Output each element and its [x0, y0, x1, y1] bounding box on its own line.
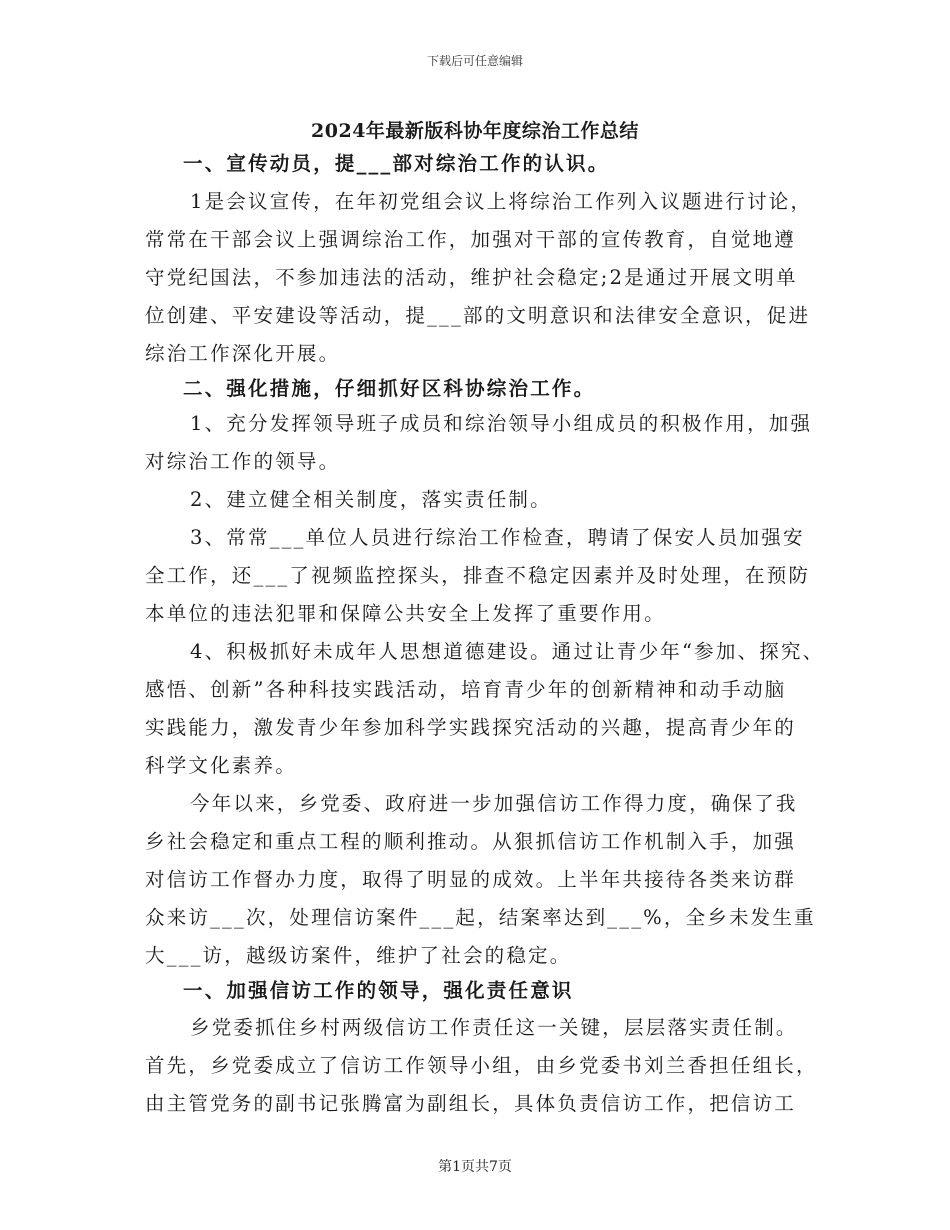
paragraph-line: 1是会议宣传，在年初党组会议上将综治工作列入议题进行讨论， — [190, 190, 813, 213]
paragraph-line: 首先，乡党委成立了信访工作领导小组，由乡党委书刘兰香担任组长， — [145, 1054, 818, 1077]
paragraph-line: 常常在干部会议上强调综治工作，加强对干部的宣传教育，自觉地遵 — [145, 228, 797, 251]
paragraph-line: 位创建、平安建设等活动，提___部的文明意识和法律安全意识，促进 — [145, 304, 811, 327]
header-note: 下载后可任意编辑 — [426, 54, 523, 68]
page-footer: 第1页共7页 — [438, 1159, 512, 1175]
paragraph-line: 众来访___次，处理信访案件___起，结案率达到___%，全乡未发生重 — [145, 906, 816, 929]
paragraph-line: 科学文化素养。 — [145, 754, 297, 777]
paragraph-line: 综治工作深化开展。 — [145, 342, 341, 365]
paragraph-line: 3、常常___单位人员进行综治工作检查，聘请了保安人员加强安 — [190, 526, 805, 549]
paragraph-line: 2、建立健全相关制度，落实责任制。 — [190, 488, 552, 511]
document-title: 2024年最新版科协年度综治工作总结 — [311, 120, 639, 142]
paragraph-line: 实践能力，激发青少年参加科学实践探究活动的兴趣，提高青少年的 — [145, 716, 797, 739]
paragraph-line: 乡党委抓住乡村两级信访工作责任这一关键，层层落实责任制。 — [190, 1016, 798, 1039]
paragraph-line: 1、充分发挥领导班子成员和综治领导小组成员的积极作用，加强 — [190, 412, 813, 435]
paragraph-line: 对综治工作的领导。 — [145, 450, 341, 473]
paragraph-line: 对信访工作督办力度，取得了明显的成效。上半年共接待各类来访群 — [145, 868, 797, 891]
paragraph-line: 4、积极抓好未成年人思想道德建设。通过让青少年“参加、探究、 — [190, 640, 825, 663]
paragraph-line: 由主管党务的副书记张腾富为副组长，具体负责信访工作，把信访工 — [145, 1092, 797, 1115]
paragraph-line: 全工作，还___了视频监控探头，排查不稳定因素并及时处理，在预防 — [145, 564, 811, 587]
paragraph-line: 感悟、创新”各种科技实践活动，培育青少年的创新精神和动手动脑 — [145, 678, 787, 701]
paragraph-line: 守党纪国法，不参加违法的活动，维护社会稳定;2是通过开展文明单 — [145, 266, 798, 289]
section-heading: 一、加强信访工作的领导，强化责任意识 — [183, 979, 574, 1002]
section-heading: 二、强化措施，仔细抓好区科协综治工作。 — [183, 377, 596, 400]
paragraph-line: 本单位的违法犯罪和保障公共安全上发挥了重要作用。 — [145, 602, 666, 625]
paragraph-line: 乡社会稳定和重点工程的顺利推动。从狠抓信访工作机制入手，加强 — [145, 830, 797, 853]
paragraph-line: 今年以来，乡党委、政府进一步加强信访工作得力度，确保了我 — [190, 792, 798, 815]
section-heading: 一、宣传动员，提___部对综治工作的认识。 — [183, 152, 610, 175]
paragraph-line: 大___访，越级访案件，维护了社会的稳定。 — [145, 944, 572, 967]
